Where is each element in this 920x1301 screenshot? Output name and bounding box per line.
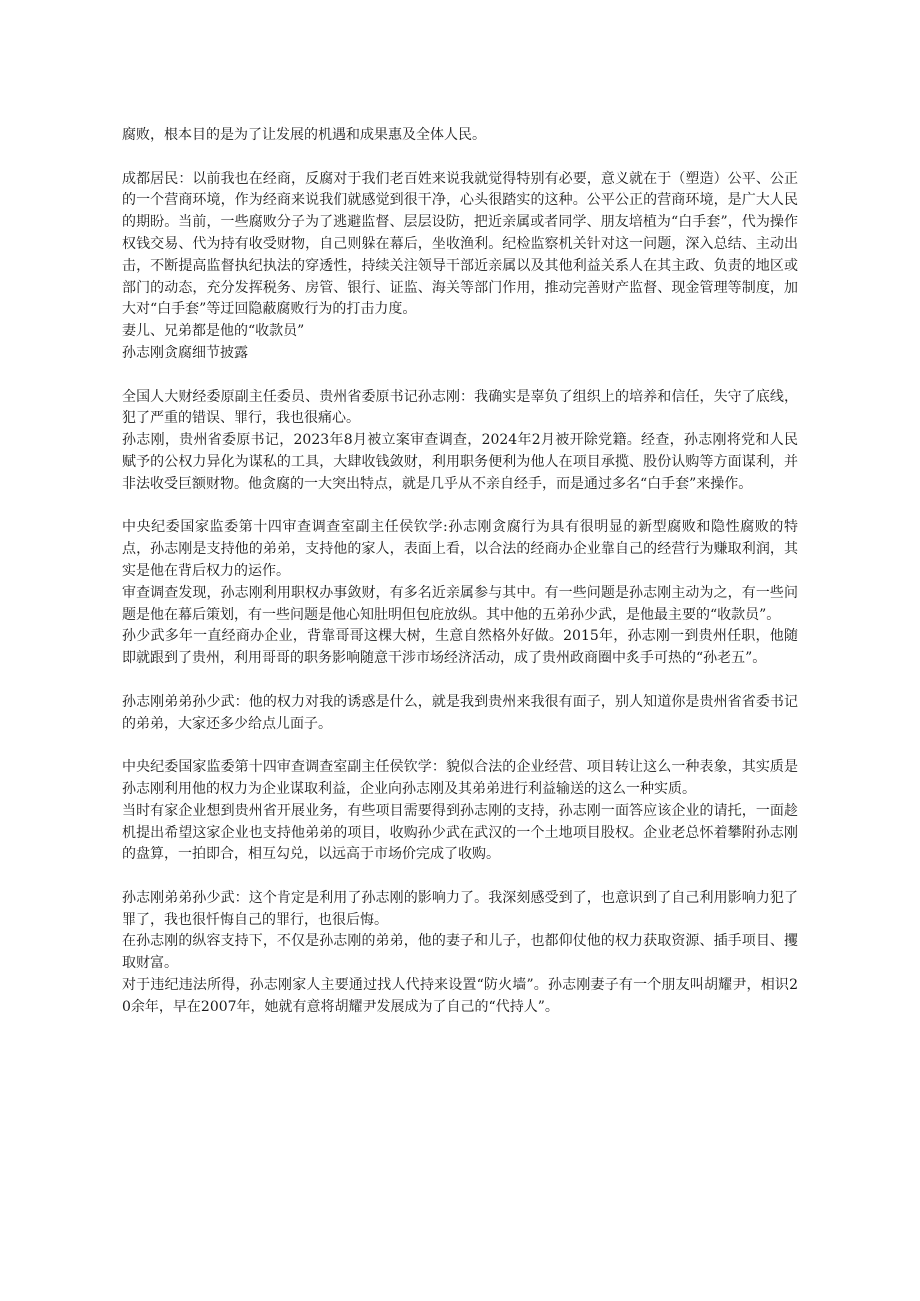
paragraph-hou-statement-1: 中央纪委国家监委第十四审查调查室副主任侯钦学:孙志刚贪腐行为具有很明显的新型腐败和隐性腐败的特点，孙志刚是支持他的弟弟，支持他的家人，表面上看，以合法的经商办企业靠自己的经营行为赚取利润，其实是他在背后权力的运作。 (122, 519, 798, 579)
document-body (122, 125, 798, 1019)
paragraph-sun-shaowu-business: 孙少武多年一直经商办企业，背靠哥哥这棵大树，生意自然格外好做。2015年，孙志刚一到贵州任职，他随即就跟到了贵州，利用哥哥的职务影响随意干涉市场经济活动，成了贵州政商圈中炙手可热的“孙老五”。 (122, 628, 798, 667)
section-heading: 妻儿、兄弟都是他的“收款员” (122, 323, 305, 340)
blank-line (122, 147, 798, 169)
paragraph-shaowu-statement-1: 孙志刚弟弟孙少武：他的权力对我的诱惑是什么，就是我到贵州来我很有面子，别人知道你是贵州省省委书记的弟弟，大家还多少给点儿面子。 (122, 693, 798, 732)
paragraph-family-involvement: 在孙志刚的纵容支持下，不仅是孙志刚的弟弟，他的妻子和儿子，也都仰仗他的权力获取资源、插手项目、攫取财富。 (122, 933, 798, 972)
blank-line (122, 670, 798, 692)
paragraph-chengdu-resident: 成都居民：以前我也在经商，反腐对于我们老百姓来说我就觉得特别有必要，意义就在于（塑造）公平、公正的一个营商环境，作为经商来说我们就感觉到很干净，心头很踏实的这种。公平公正的营商环境，是广大人民的期盼。当前，一些腐败分子为了逃避监督、层层设防，把近亲属或者同学、朋友培植为“白手套”，代为操作权钱交易、代为持有收受财物，自己则躲在幕后，坐收渔利。纪检监察机关针对这一问题，深入总结、主动出击，不断提高监督执纪执法的穿透性，持续关注领导干部近亲属以及其他利益关系人在其主政、负责的地区或部门的动态，充分发挥税务、房管、银行、证监、海关等部门作用，推动完善财产监督、现金管理等制度，加大对“白手套”等迂回隐蔽腐败行为的打击力度。 (122, 170, 798, 318)
paragraph-intro-end: 腐败，根本目的是为了让发展的机遇和成果惠及全体人民。 (122, 127, 486, 143)
paragraph-enterprise-acquisition: 当时有家企业想到贵州省开展业务，有些项目需要得到孙志刚的支持，孙志刚一面答应该企业的请托，一面趁机提出希望这家企业也支持他弟弟的项目，收购孙少武在武汉的一个土地项目股权。企业老总怀着攀附孙志刚的盘算，一拍即合，相互勾兑，以远高于市场价完成了收购。 (122, 802, 798, 863)
paragraph-proxy-holders: 对于违纪违法所得，孙志刚家人主要通过找人代持来设置“防火墙”。孙志刚妻子有一个朋友叫胡耀尹，相识20余年，早在2007年，她就有意将胡耀尹发展成为了自己的“代持人”。 (122, 977, 798, 1015)
paragraph-hou-statement-2: 中央纪委国家监委第十四审查调查室副主任侯钦学：貌似合法的企业经营、项目转让这么一种表象，其实质是孙志刚利用他的权力为企业谋取利益，企业向孙志刚及其弟弟进行利益输送的这么一种实质。 (122, 759, 798, 797)
paragraph-investigation-findings: 审查调查发现，孙志刚利用职权办事敛财，有多名近亲属参与其中。有一些问题是孙志刚主动为之，有一些问题是他在幕后策划，有一些问题是他心知肚明但包庇放纵。其中他的五弟孙少武，是他最主要的“收款员”。 (122, 584, 798, 623)
blank-line (122, 866, 798, 888)
paragraph-sun-investigation: 孙志刚，贵州省委原书记，2023年8月被立案审查调查，2024年2月被开除党籍。经查，孙志刚将党和人民赋予的公权力异化为谋私的工具，大肆收钱敛财，利用职务便利为他人在项目承揽、股份认购等方面谋利，并非法收受巨额财物。他贪腐的一大突出特点，就是几乎从不亲自经手，而是通过多名“白手套”来操作。 (122, 432, 798, 492)
blank-line (122, 365, 798, 387)
blank-line (122, 735, 798, 757)
section-subheading: 孙志刚贪腐细节披露 (122, 344, 248, 361)
paragraph-shaowu-statement-2: 孙志刚弟弟孙少武：这个肯定是利用了孙志刚的影响力了。我深刻感受到了，也意识到了自己利用影响力犯了罪了，我也很忏悔自己的罪行，也很后悔。 (122, 889, 798, 928)
paragraph-sun-statement: 全国人大财经委原副主任委员、贵州省委原书记孙志刚：我确实是辜负了组织上的培养和信任，失守了底线，犯了严重的错误、罪行，我也很痛心。 (122, 388, 798, 427)
blank-line (122, 496, 798, 518)
